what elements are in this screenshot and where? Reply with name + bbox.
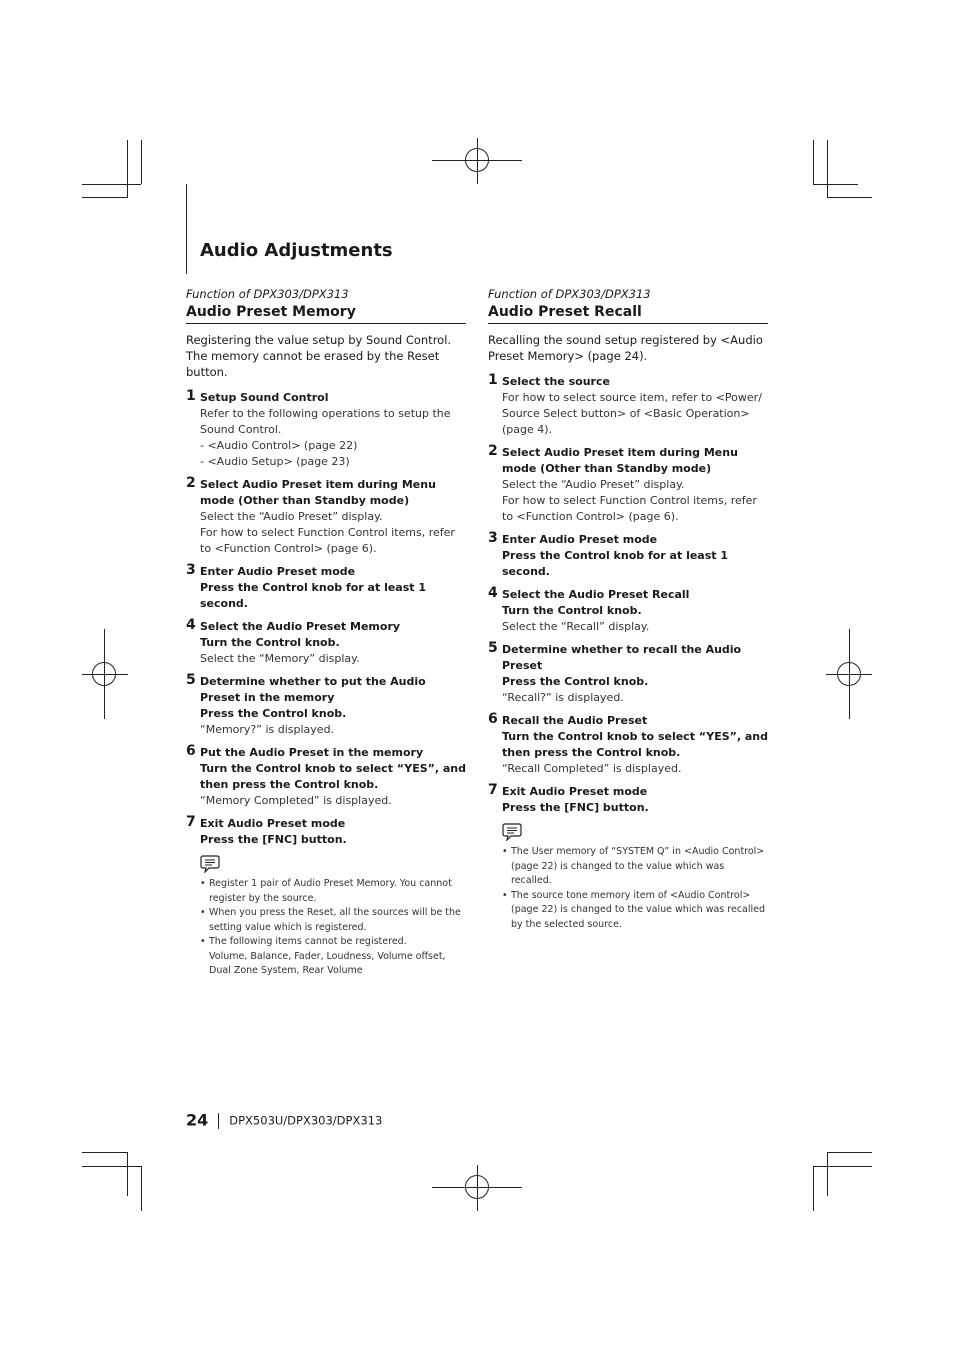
- step-text: Select the “Recall” display.: [502, 620, 650, 633]
- crop-mark: [827, 1152, 828, 1196]
- note-item: [200, 935, 466, 979]
- note-text: Register 1 pair of Audio Preset Memory. You cannot register by the source.: [209, 878, 452, 904]
- step-heading: Select the source: [502, 375, 610, 388]
- section-intro: Recalling the sound setup registered by <Audio Preset Memory> (page 24).: [488, 333, 763, 363]
- function-label: Function of DPX303/DPX313: [186, 287, 349, 301]
- note-list: [186, 877, 466, 979]
- step-text: For how to select Function Control items, refer to <Function Control> (page 6).: [200, 526, 455, 555]
- crop-mark: [82, 1166, 141, 1167]
- step: [488, 374, 768, 438]
- note-text: The User memory of “SYSTEM Q” in <Audio Control> (page 22) is changed to the value which was recalled.: [511, 846, 765, 886]
- note-icon: [502, 823, 522, 841]
- step-list: [488, 374, 768, 816]
- note-text: The source tone memory item of <Audio Control> (page 22) is changed to the value which was recalled by the selected source.: [511, 889, 766, 930]
- step-action: Turn the Control knob.: [502, 604, 642, 617]
- step: [186, 674, 466, 738]
- step-heading: Recall the Audio Preset: [502, 714, 648, 727]
- step-action: Press the Control knob for at least 1 second.: [200, 581, 427, 610]
- page-title: Audio Adjustments: [200, 240, 393, 261]
- page-number: 24: [186, 1110, 209, 1130]
- step-heading: Exit Audio Preset mode: [502, 785, 648, 798]
- step: [186, 390, 466, 470]
- step-number: 6: [488, 711, 498, 727]
- crop-mark: [827, 1152, 872, 1153]
- step-heading: Select Audio Preset item during Menu mode (Other than Standby mode): [502, 446, 738, 475]
- crop-mark: [827, 197, 872, 198]
- step-text: “Recall?” is displayed.: [502, 691, 624, 704]
- crop-mark: [127, 140, 128, 198]
- crop-mark: [827, 140, 828, 198]
- step-heading: Determine whether to put the Audio Preset in the memory: [200, 675, 426, 704]
- step: [186, 477, 466, 557]
- note-text: When you press the Reset, all the sources will be the setting value which is registered.: [209, 907, 461, 933]
- step-text: For how to select Function Control items, refer to <Function Control> (page 6).: [502, 494, 757, 523]
- section-audio-preset-memory: [186, 286, 466, 979]
- step-heading: Select Audio Preset item during Menu mode (Other than Standby mode): [200, 478, 436, 507]
- crop-mark: [813, 140, 814, 184]
- model-name: DPX503U/DPX303/DPX313: [229, 1113, 383, 1128]
- crop-mark: [82, 1152, 127, 1153]
- step-number: 2: [186, 475, 196, 491]
- crop-mark: [813, 1166, 814, 1211]
- step-action: Press the [FNC] button.: [200, 833, 347, 846]
- note-extra: Volume, Balance, Fader, Loudness, Volume offset, Dual Zone System, Rear Volume: [209, 950, 446, 976]
- note-text: The following items cannot be registered.: [209, 936, 407, 947]
- step-list: [186, 390, 466, 848]
- note-icon: [200, 855, 220, 873]
- step-number: 1: [488, 372, 498, 388]
- step-action: Press the Control knob.: [502, 675, 649, 688]
- step-heading: Enter Audio Preset mode: [502, 533, 658, 546]
- step-heading: Put the Audio Preset in the memory: [200, 746, 424, 759]
- crop-mark: [82, 197, 127, 198]
- step: [488, 587, 768, 635]
- crop-mark: [813, 1166, 872, 1167]
- note-item: [502, 889, 768, 933]
- step-action: Turn the Control knob to select “YES”, and then press the Control knob.: [502, 730, 768, 759]
- step-number: 7: [488, 782, 498, 798]
- step-action: Press the [FNC] button.: [502, 801, 649, 814]
- note-item: [200, 877, 466, 906]
- step-text: For how to select source item, refer to <Power/ Source Select button> of <Basic Operation> (page 4).: [502, 391, 762, 436]
- step: [488, 713, 768, 777]
- step-number: 2: [488, 443, 498, 459]
- step-heading: Select the Audio Preset Recall: [502, 588, 690, 601]
- step-heading: Determine whether to recall the Audio Preset: [502, 643, 742, 672]
- step: [488, 532, 768, 580]
- step: [186, 816, 466, 848]
- step-text: “Memory Completed” is displayed.: [200, 794, 392, 807]
- section-title: Audio Preset Recall: [488, 303, 768, 324]
- step-number: 3: [186, 562, 196, 578]
- step-text: - <Audio Control> (page 22): [200, 439, 358, 452]
- footer-divider: [218, 1113, 219, 1129]
- step-number: 7: [186, 814, 196, 830]
- step: [488, 445, 768, 525]
- crop-mark: [813, 184, 858, 185]
- step: [186, 619, 466, 667]
- step-text: Select the “Audio Preset” display.: [502, 478, 685, 491]
- section-title: Audio Preset Memory: [186, 303, 466, 324]
- registration-mark: [82, 629, 128, 719]
- step-number: 5: [186, 672, 196, 688]
- step-text: Refer to the following operations to setup the Sound Control.: [200, 407, 451, 436]
- step-text: “Memory?” is displayed.: [200, 723, 335, 736]
- step: [488, 784, 768, 816]
- step-heading: Enter Audio Preset mode: [200, 565, 356, 578]
- step: [186, 564, 466, 612]
- note-item: [200, 906, 466, 935]
- step: [186, 745, 466, 809]
- step-text: Select the “Memory” display.: [200, 652, 360, 665]
- step-number: 3: [488, 530, 498, 546]
- step-text: - <Audio Setup> (page 23): [200, 455, 350, 468]
- step-action: Turn the Control knob to select “YES”, and then press the Control knob.: [200, 762, 466, 791]
- registration-mark: [432, 1165, 522, 1211]
- step-number: 4: [186, 617, 196, 633]
- step-heading: Exit Audio Preset mode: [200, 817, 346, 830]
- step-text: Select the “Audio Preset” display.: [200, 510, 383, 523]
- step-number: 5: [488, 640, 498, 656]
- page-footer: [186, 1110, 382, 1131]
- step-action: Turn the Control knob.: [200, 636, 340, 649]
- crop-mark: [141, 1166, 142, 1211]
- section-audio-preset-recall: [488, 286, 768, 932]
- crop-mark: [141, 140, 142, 184]
- step-action: Press the Control knob for at least 1 second.: [502, 549, 729, 578]
- crop-mark: [82, 184, 141, 185]
- note-item: [502, 845, 768, 889]
- note-list: [488, 845, 768, 932]
- step-text: “Recall Completed” is displayed.: [502, 762, 682, 775]
- step: [488, 642, 768, 706]
- step-action: Press the Control knob.: [200, 707, 347, 720]
- section-intro: Registering the value setup by Sound Control. The memory cannot be erased by the Reset button.: [186, 333, 452, 379]
- registration-mark: [826, 629, 872, 719]
- function-label: Function of DPX303/DPX313: [488, 287, 651, 301]
- step-heading: Setup Sound Control: [200, 391, 329, 404]
- step-number: 6: [186, 743, 196, 759]
- crop-mark: [127, 1152, 128, 1196]
- step-number: 1: [186, 388, 196, 404]
- registration-mark: [432, 138, 522, 184]
- step-number: 4: [488, 585, 498, 601]
- title-bar: [186, 184, 187, 274]
- step-heading: Select the Audio Preset Memory: [200, 620, 401, 633]
